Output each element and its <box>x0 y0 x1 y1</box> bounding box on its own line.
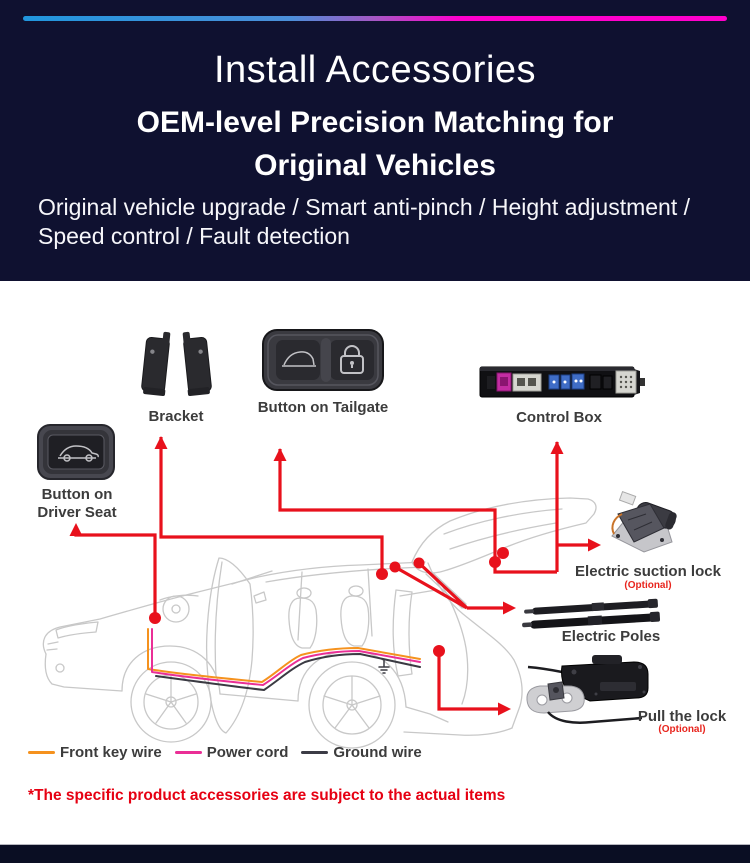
feature-line-1: Original vehicle upgrade / Smart anti-pinch / Height adjustment / <box>38 194 690 220</box>
disclaimer-footnote: *The specific product accessories are subject to the actual items <box>28 787 506 804</box>
subtitle-line-2: Original Vehicles <box>254 149 496 182</box>
line-tailgate-button <box>280 449 557 572</box>
label-button-on-tailgate: Button on Tailgate <box>257 399 389 416</box>
legend-label: Power cord <box>206 744 289 761</box>
label-bracket: Bracket <box>148 408 204 425</box>
power-cord-swatch <box>175 751 202 754</box>
control-box-image <box>480 367 645 397</box>
subtitle-line-1: OEM-level Precision Matching for <box>136 106 614 139</box>
footer-bar <box>0 845 750 863</box>
tailgate-button-image <box>263 330 383 390</box>
feature-list <box>38 193 728 251</box>
note-suction-optional: (Optional) <box>624 580 672 591</box>
legend-item-power-cord <box>175 744 289 761</box>
page-title: Install Accessories <box>213 49 537 91</box>
feature-line-2: Speed control / Fault detection <box>38 223 350 249</box>
electric-suction-lock-image <box>612 492 678 552</box>
gradient-accent-line <box>23 16 727 21</box>
line-pull-lock <box>439 651 505 709</box>
front-key-wire-swatch <box>28 751 55 754</box>
label-electric-suction-lock: Electric suction lock <box>575 563 721 580</box>
note-pull-lock-optional: (Optional) <box>658 724 706 735</box>
label-electric-poles: Electric Poles <box>561 628 661 645</box>
label-pull-the-lock: Pull the lock <box>637 708 727 725</box>
red-arrowheads <box>70 436 602 716</box>
bracket-image <box>141 330 212 396</box>
page-subtitle <box>0 101 750 187</box>
wire-legend <box>28 744 422 761</box>
pull-the-lock-image <box>527 655 648 723</box>
legend-item-ground-wire <box>301 744 421 761</box>
power-cord-wire <box>152 629 420 685</box>
label-button-on-driver-seat: Button on Driver Seat <box>37 486 117 521</box>
electric-poles-image <box>522 599 660 630</box>
legend-item-front-key-wire <box>28 744 162 761</box>
legend-label: Ground wire <box>333 744 422 761</box>
label-control-box: Control Box <box>516 409 602 426</box>
driver-seat-button-image <box>38 425 114 479</box>
ground-symbol <box>379 660 389 673</box>
legend-label: Front key wire <box>60 744 162 761</box>
hero-header <box>0 0 750 281</box>
line-bracket <box>161 437 382 571</box>
wiring-harness <box>148 629 420 690</box>
line-driver-seat-button <box>76 529 155 615</box>
ground-wire-swatch <box>301 751 328 754</box>
line-electric-poles <box>395 563 510 608</box>
